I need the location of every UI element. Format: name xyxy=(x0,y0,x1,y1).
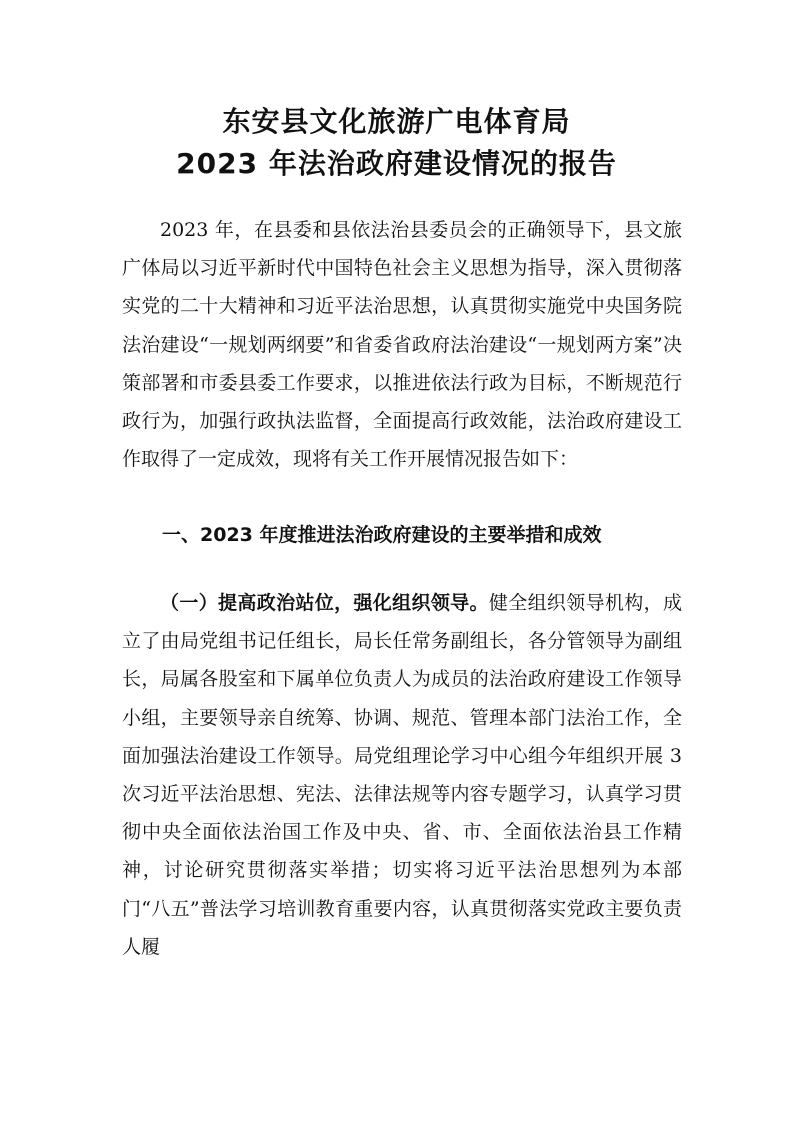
section1-heading: 一、2023 年度推进法治政府建设的主要举措和成效 xyxy=(162,524,602,546)
document-title-line2: 2023 年法治政府建设情况的报告 xyxy=(176,147,617,180)
subsection1-heading: （一）提高政治站位，强化组织领导。 xyxy=(160,592,489,614)
subsection1-text: 健全组织领导机构，成立了由局党组书记任组长，局长任常务副组长，各分管领导为副组长，局属各股室和下属单位负责人为成员的法治政府建设工作领导小组，主要领导亲自统筹、协调、规范、管理本部门法治工作，全面加强法治建设工作领导。局党组理论学习中心组今年组织开展 3 次习近平法治思想、宪法、法律法规等内容专题学习，认真学习贯彻中央全面依法治国工作及中央、省、市、全面依法治县工作精神，讨论研究贯彻落实举措；切实将习近平法治思想列为本部门“八五”普法学习培训教育重要内容，认真贯彻落实党政主要负责人履 xyxy=(122,592,682,958)
intro-paragraph: 2023 年，在县委和县依法治县委员会的正确领导下，县文旅广体局以习近平新时代中国特色社会主义思想为指导，深入贯彻落实党的二十大精神和习近平法治思想，认真贯彻实施党中央国务院法治建设“一规划两纲要”和省委省政府法治建设“一规划两方案”决策部署和市委县委工作要求，以推进依法行政为目标，不断规范行政行为，加强行政执法监督，全面提高行政效能，法治政府建设工作取得了一定成效，现将有关工作开展情况报告如下： xyxy=(122,219,682,471)
subsection1-paragraph xyxy=(122,584,682,966)
document-title-line1: 东安县文化旅游广电体育局 xyxy=(222,105,571,138)
